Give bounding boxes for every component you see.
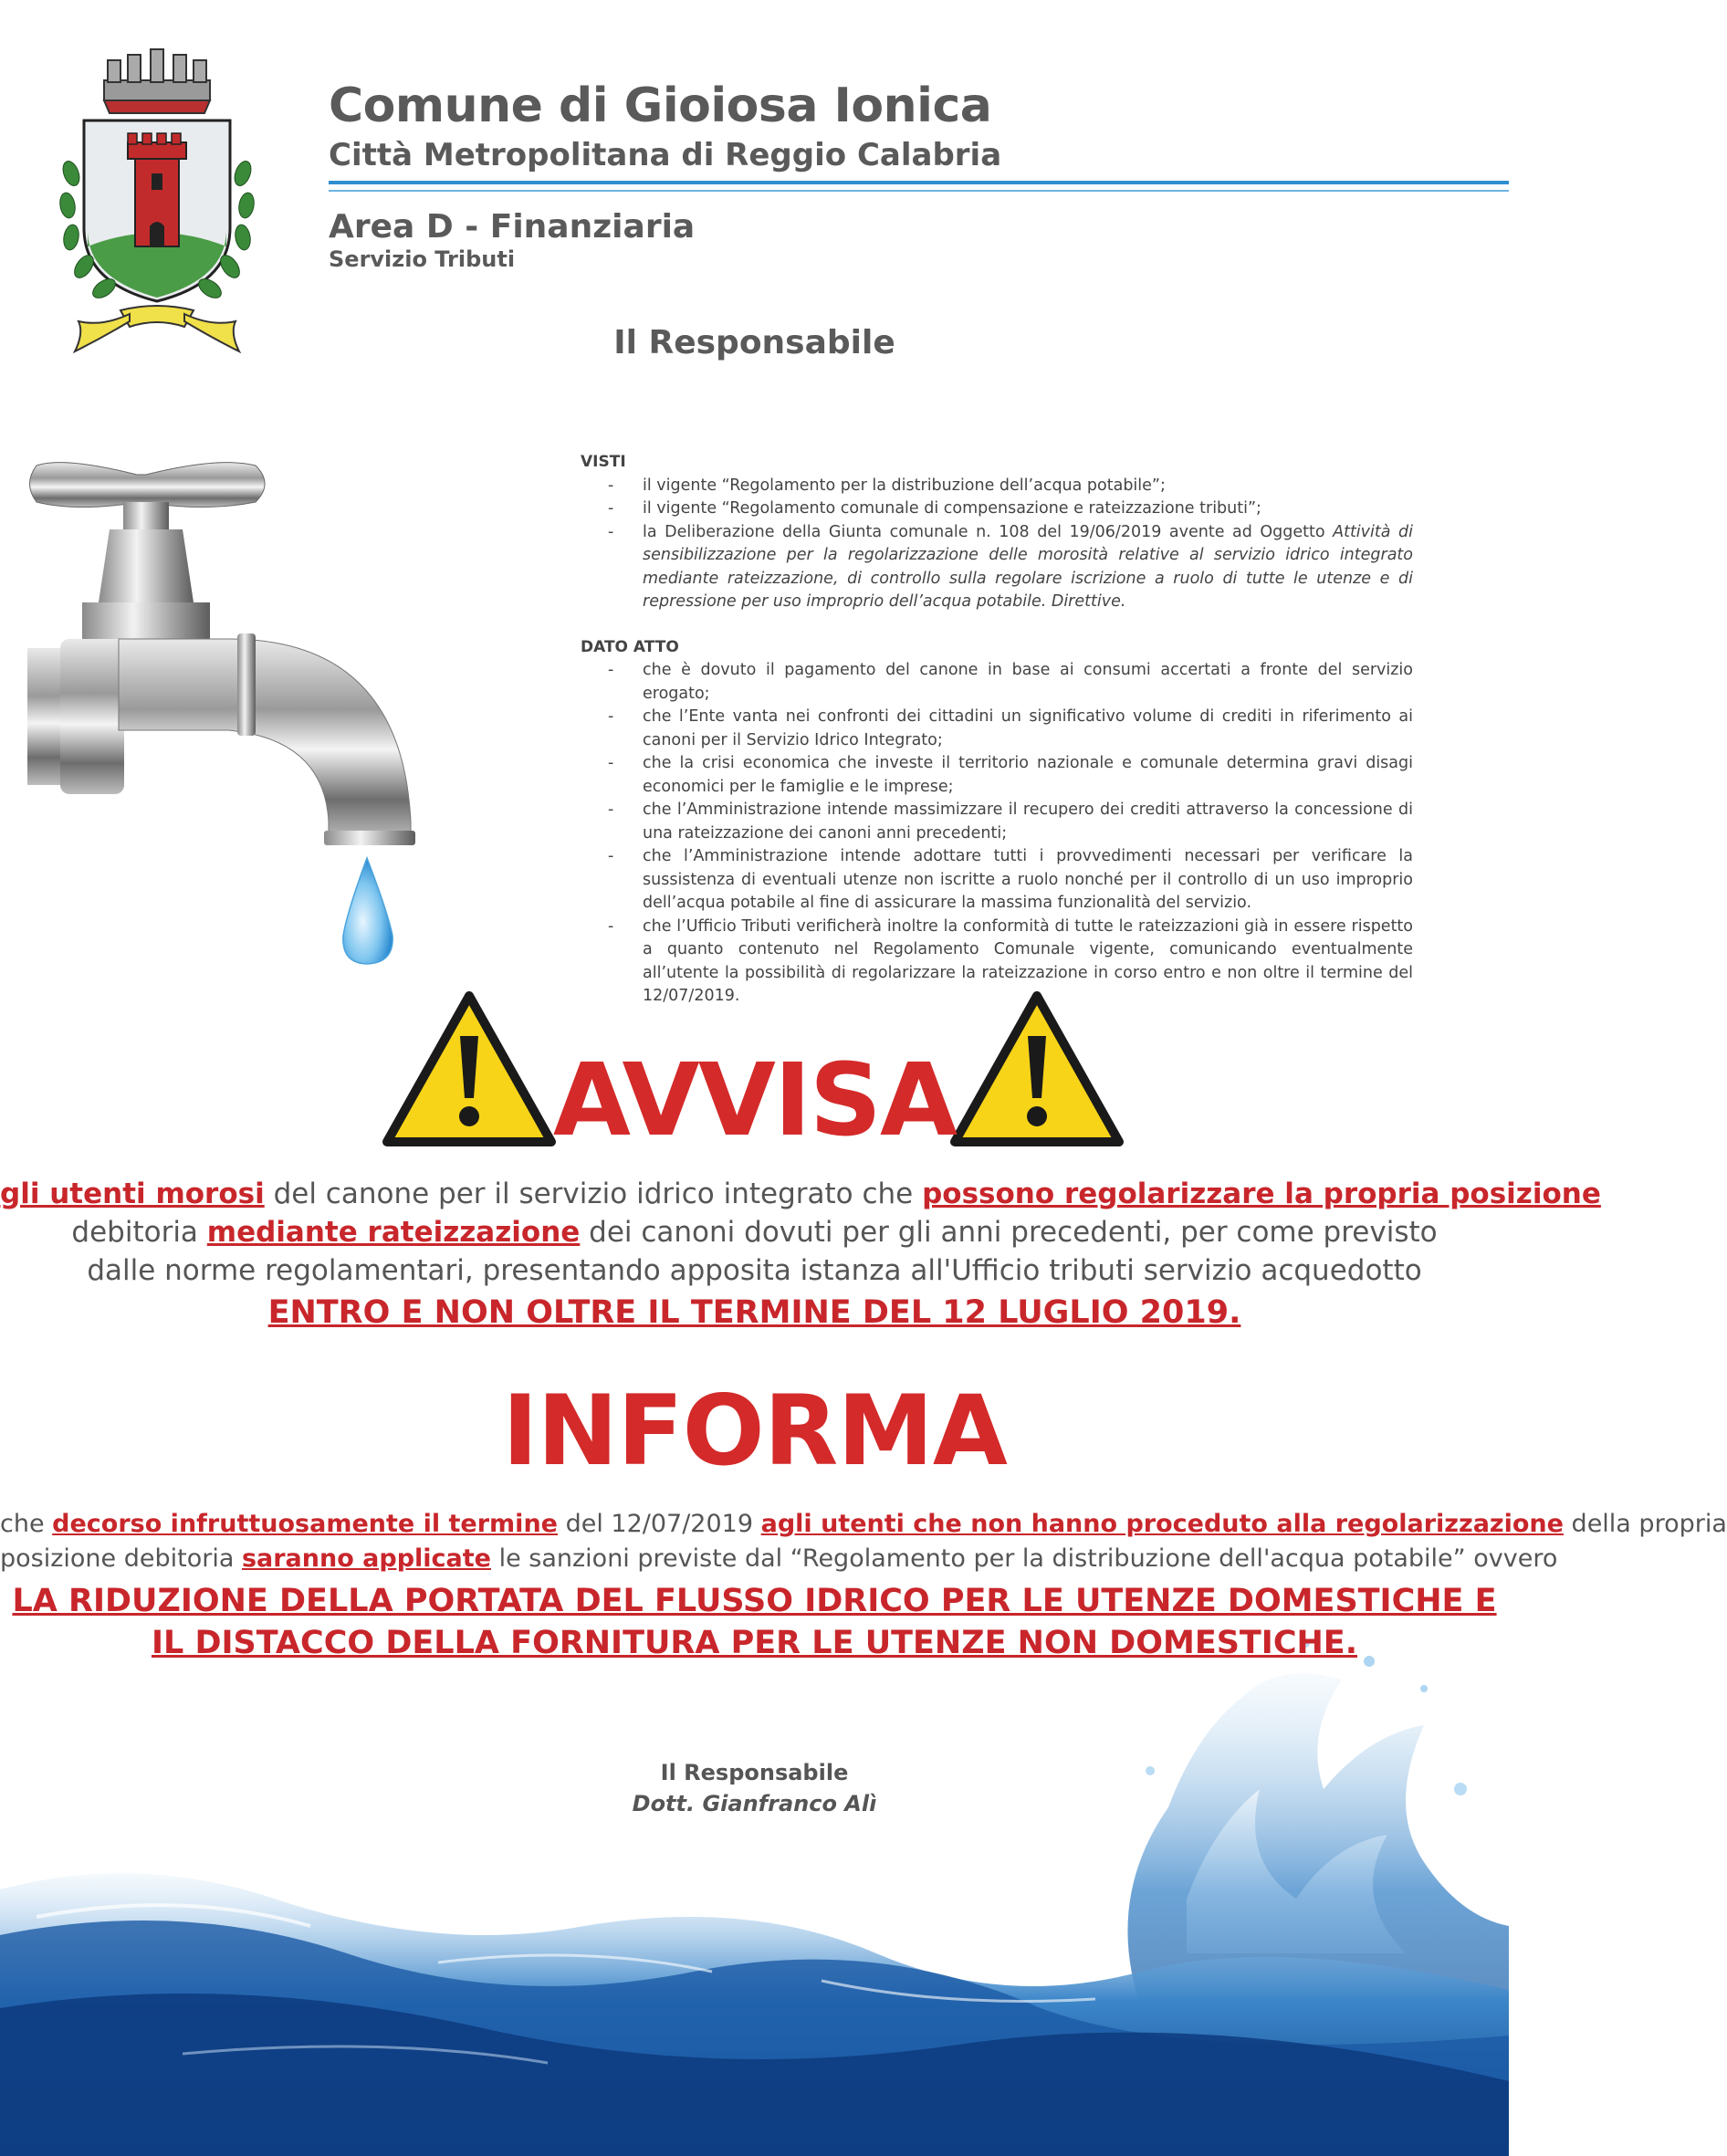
list-item: - il vigente “Regolamento per la distribuzione dell’acqua potabile”; xyxy=(608,476,1166,495)
page-title: Comune di Gioiosa Ionica xyxy=(329,78,992,133)
avvisa-line: gli utenti morosi del canone per il servizio idrico integrato che possono regolarizzare la propria posizione xyxy=(0,1177,1601,1210)
signature-role: Il Responsabile xyxy=(660,1760,849,1785)
dato-atto-title: DATO ATTO xyxy=(581,637,679,656)
avvisa-line: dalle norme regolamentari, presentando apposita istanza all'Ufficio tributi servizio acquedotto xyxy=(87,1254,1422,1287)
list-item: - che l’Ufficio Tributi verificherà inoltre la conformità di tutte le rateizzazioni già in essere rispetto a quanto contenuto nel Regolamento Comunale vigente, comunicando eventualmente all’utente la possibilità di regolarizzare la rateizzazione in corso entro e non oltre il termine del 12/07/2019. xyxy=(608,916,1413,1005)
header-rule-thick xyxy=(329,181,1509,184)
department-area: Area D - Finanziaria xyxy=(329,208,696,246)
list-item: - il vigente “Regolamento comunale di compensazione e rateizzazione tributi”; xyxy=(608,499,1261,518)
list-item: - la Deliberazione della Giunta comunale n. 108 del 19/06/2019 avente ad Oggetto Attività di sensibilizzazione per la regolarizzazione delle morosità relative al servizio idrico integrato mediante rateizzazione, di controllo sulla regolare iscrizione a ruolo di tutte le utenze e di repressione per uso improprio dell’acqua potabile. Direttive. xyxy=(608,522,1413,611)
informa-sanction: LA RIDUZIONE DELLA PORTATA DEL FLUSSO IDRICO PER LE UTENZE DOMESTICHE E xyxy=(12,1583,1497,1619)
legal-premises xyxy=(581,451,1413,1009)
department-service: Servizio Tributi xyxy=(329,246,516,272)
page-subtitle: Città Metropolitana di Reggio Calabria xyxy=(329,137,1002,173)
faucet-icon xyxy=(27,438,447,968)
tower-icon xyxy=(128,133,186,246)
list-item: - che l’Ente vanta nei confronti dei cittadini un significativo volume di crediti in riferimento ai canoni per il Servizio Idrico Integrato; xyxy=(608,707,1413,749)
list-item: - che è dovuto il pagamento del canone in base ai consumi accertati a fronte del servizio erogato; xyxy=(608,661,1413,703)
visti-title: VISTI xyxy=(581,453,626,471)
water-splash-image xyxy=(0,1625,1509,2156)
avvisa-deadline: ENTRO E NON OLTRE IL TERMINE DEL 12 LUGLIO 2019. xyxy=(267,1294,1241,1331)
crown-icon xyxy=(104,49,210,113)
list-item: - che l’Amministrazione intende adottare tutti i provvedimenti necessari per verificare la sussistenza di eventuali utenze non iscritte a ruolo nonché per il controllo di un uso improprio dell’acqua potabile al fine di assicurare la massima funzionalità del servizio. xyxy=(608,847,1413,912)
list-item: - che l’Amministrazione intende massimizzare il recupero dei crediti attraverso la concessione di una rateizzazione dei canoni anni precedenti; xyxy=(608,801,1413,843)
avvisa-heading: AVVISA xyxy=(552,1041,957,1158)
informa-heading: INFORMA xyxy=(502,1375,1007,1487)
signature-name: Dott. Gianfranco Alì xyxy=(632,1791,877,1816)
informa-line: che decorso infruttuosamente il termine del 12/07/2019 agli utenti che non hanno proceduto alla regolarizzazione della propria xyxy=(0,1510,1727,1538)
water-drop-icon xyxy=(343,858,392,964)
coat-of-arms-logo xyxy=(47,37,267,361)
avvisa-line: debitoria mediante rateizzazione dei canoni dovuti per gli anni precedenti, per come previsto xyxy=(71,1216,1438,1249)
list-item: - che la crisi economica che investe il territorio nazionale e comunale determina gravi disagi economici per le famiglie e le imprese; xyxy=(608,754,1413,796)
responsible-heading: Il Responsabile xyxy=(613,324,895,361)
header-rule-thin xyxy=(329,190,1509,192)
informa-sanction: IL DISTACCO DELLA FORNITURA PER LE UTENZE NON DOMESTICHE. xyxy=(151,1625,1358,1661)
informa-line: posizione debitoria saranno applicate le sanzioni previste dal “Regolamento per la distribuzione dell'acqua potabile” ovvero xyxy=(0,1544,1558,1573)
